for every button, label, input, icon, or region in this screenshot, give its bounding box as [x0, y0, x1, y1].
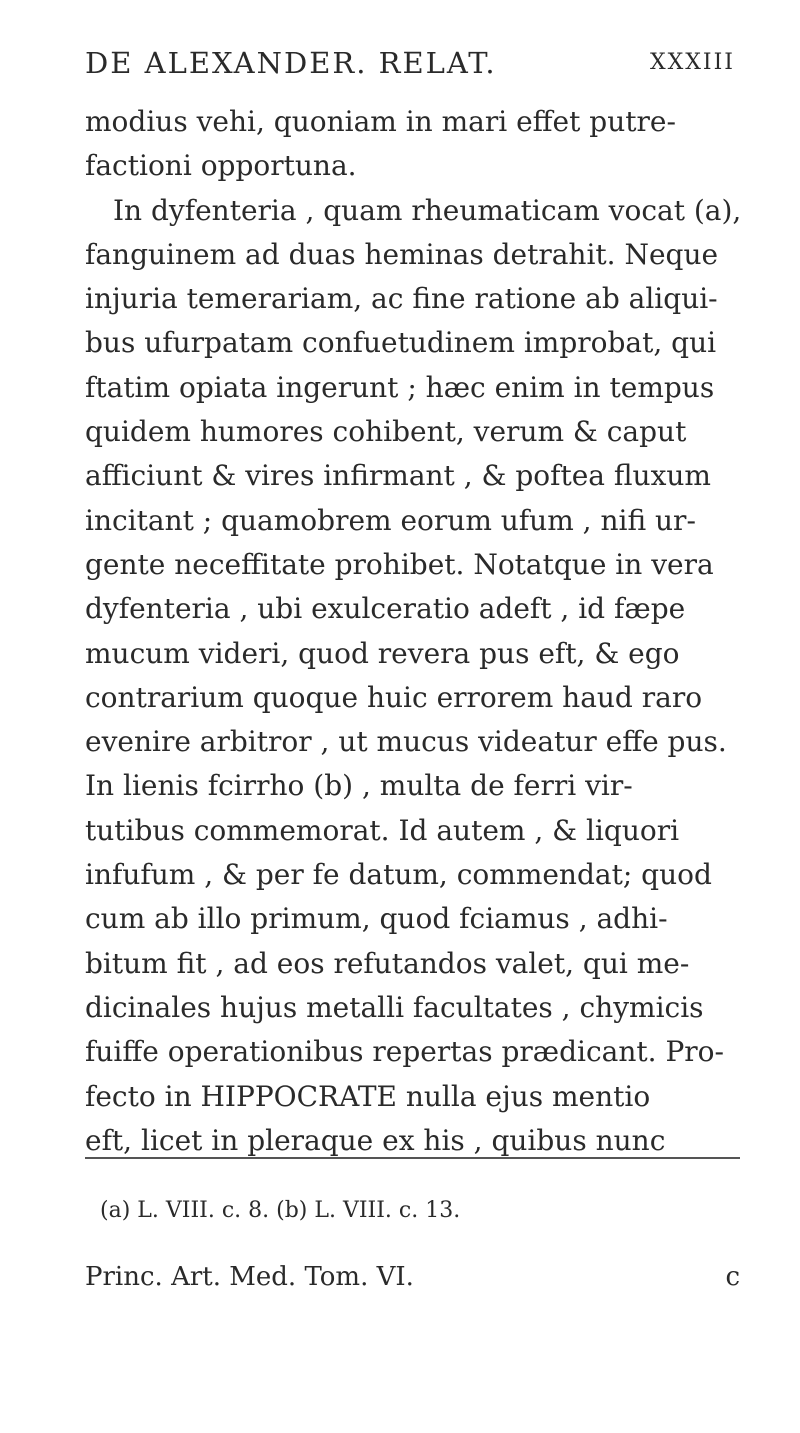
footer-publication: Princ. Art. Med. Tom. VI. [85, 1262, 414, 1292]
text-line: eft, licet in pleraque ex his , quibus nunc [85, 1123, 666, 1157]
text-line: fecto in HIPPOCRATE nulla ejus mentio [85, 1079, 651, 1113]
text-line: fuiffe operationibus repertas prædicant. Pro- [85, 1035, 724, 1069]
text-line: fanguinem ad duas heminas detrahit. Neque [85, 237, 719, 271]
text-line: bitum fit , ad eos refutandos valet, qui me- [85, 946, 690, 980]
text-line: injuria temerariam, ac fine ratione ab aliqui- [85, 282, 718, 316]
text-line: ftatim opiata ingerunt ; hæc enim in tempus [85, 370, 715, 404]
text-line: modius vehi, quoniam in mari effet putre- [85, 105, 676, 138]
signature-mark: c [725, 1262, 740, 1292]
text-line: mucum videri, quod revera pus eft, & ego [85, 636, 680, 670]
text-line: In lienis fcirrho (b) , multa de ferri vir- [85, 769, 633, 803]
text-line: infufum , & per fe datum, commendat; quod [85, 858, 712, 892]
body-text [85, 100, 745, 1163]
footnotes: (a) L. VIII. c. 8. (b) L. VIII. c. 13. [100, 1198, 461, 1223]
text-line: cum ab illo primum, quod fciamus , adhi- [85, 902, 668, 936]
text-line: incitant ; quamobrem eorum ufum , nifi ur- [85, 503, 696, 537]
text-line: contrarium quoque huic errorem haud raro [85, 680, 703, 714]
text-line: In dyfenteria , quam rheumaticam vocat (a), [113, 193, 742, 227]
text-line: evenire arbitror , ut mucus videatur effe pus. [85, 725, 727, 759]
text-line: dicinales hujus metalli facultates , chymicis [85, 990, 704, 1024]
footnote-rule [85, 1157, 740, 1159]
running-head [85, 46, 735, 90]
text-line: gente neceffitate prohibet. Notatque in vera [85, 547, 714, 581]
running-head-title: DE ALEXANDER. RELAT. [85, 46, 497, 80]
page-footer [85, 1262, 740, 1292]
text-line: factioni opportuna. [85, 149, 357, 183]
text-line: dyfenteria , ubi exulceratio adeft , id fæpe [85, 592, 686, 626]
text-line: bus ufurpatam confuetudinem improbat, qui [85, 326, 717, 360]
text-line: tutibus commemorat. Id autem , & liquori [85, 813, 680, 847]
page-number: XXXIII [649, 50, 735, 75]
text-line: quidem humores cohibent, verum & caput [85, 415, 687, 449]
text-line: afficiunt & vires infirmant , & poftea fluxum [85, 459, 711, 493]
